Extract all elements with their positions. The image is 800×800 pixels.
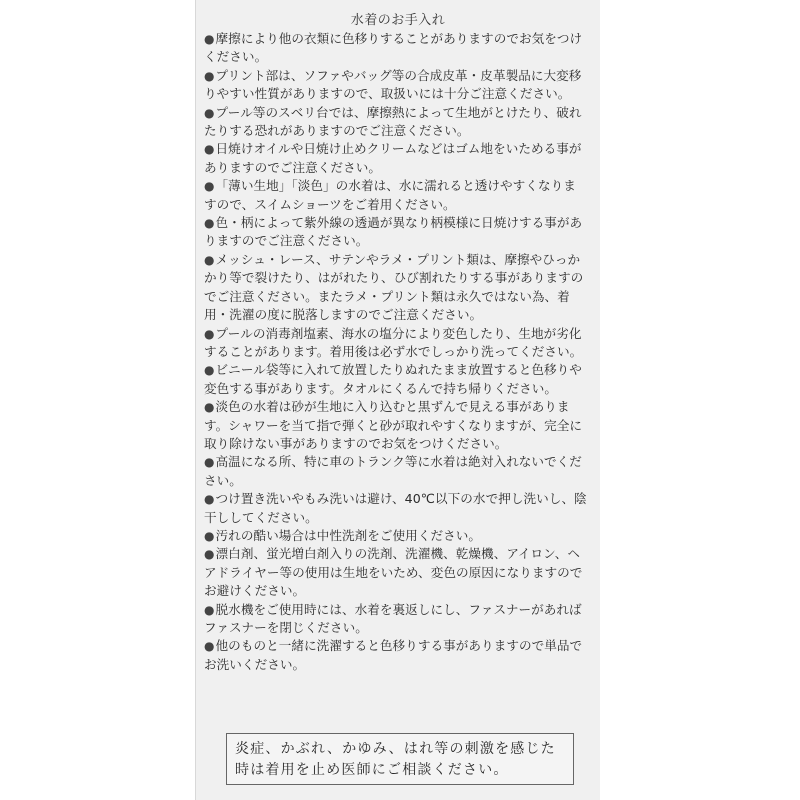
care-note-text: 汚れの酷い場合は中性洗剤をご使用ください。 (215, 527, 482, 543)
care-note (204, 177, 588, 214)
right-margin (600, 0, 800, 800)
bullet-icon: ● (204, 363, 215, 378)
care-note-text: 日焼けオイルや日焼け止めクリームなどはゴム地をいためる事がありますのでご注意ください。 (204, 141, 582, 175)
care-note (204, 361, 588, 398)
care-note-text: メッシュ・レース、サテンやラメ・プリント類は、摩擦やひっかかり等で裂けたり、はがれたり、ひび割れたりする事がありますのでご注意ください。またラメ・プリント類は永久ではない為、着用・洗濯の度に脱落しますのでご注意ください。 (204, 251, 584, 323)
care-note (204, 453, 588, 490)
bullet-icon: ● (204, 326, 215, 341)
care-note-text: ビニール袋等に入れて放置したりぬれたまま放置すると色移りや変色する事があります。タオルにくるんで持ち帰りください。 (204, 362, 582, 396)
care-note (204, 637, 588, 674)
bullet-icon: ● (204, 639, 215, 654)
care-note (204, 527, 588, 545)
care-note-text: 漂白剤、蛍光増白剤入りの洗剤、洗濯機、乾燥機、アイロン、ヘアドライヤー等の使用は生地をいため、変色の原因になりますのでお避けください。 (204, 546, 583, 599)
care-note (204, 140, 588, 177)
warning-box (226, 733, 574, 785)
care-notes-list (204, 30, 588, 674)
bullet-icon: ● (204, 400, 215, 415)
bullet-icon: ● (204, 252, 215, 267)
care-label-card (196, 0, 600, 800)
care-note-text: 「薄い生地」「淡色」の水着は、水に濡れると透けやすくなりますので、スイムショーツをご着用ください。 (204, 178, 576, 212)
left-margin (0, 0, 196, 800)
card-title: 水着のお手入れ (350, 13, 446, 28)
care-note (204, 214, 588, 251)
bullet-icon: ● (204, 492, 215, 507)
bullet-icon: ● (204, 142, 215, 157)
warning-text: 炎症、かぶれ、かゆみ、はれ等の刺激を感じた時は着用を止め医師にご相談ください。 (235, 741, 556, 778)
bullet-icon: ● (204, 105, 215, 120)
care-note-text: 高温になる所、特に車のトランク等に水着は絶対入れないでください。 (204, 454, 582, 488)
care-note (204, 601, 588, 638)
bullet-icon: ● (204, 455, 215, 470)
bullet-icon: ● (204, 547, 215, 562)
bullet-icon: ● (204, 528, 215, 543)
care-note (204, 398, 588, 453)
care-note-text: 脱水機をご使用時には、水着を裏返しにし、ファスナーがあればファスナーを閉じください。 (204, 601, 582, 635)
care-note-text: つけ置き洗いやもみ洗いは避け、40℃以下の水で押し洗いし、陰干ししてください。 (204, 491, 587, 525)
care-note (204, 490, 588, 527)
care-note (204, 545, 588, 600)
care-note-text: 摩擦により他の衣類に色移りすることがありますのでお気をつけください。 (204, 31, 583, 65)
bullet-icon: ● (204, 179, 215, 194)
care-note (204, 251, 588, 325)
care-note (204, 104, 588, 141)
care-note (204, 30, 588, 67)
care-note-text: 淡色の水着は砂が生地に入り込むと黒ずんで見える事があります。シャワーを当て指で弾くと砂が取れやすくなりますが、完全に取り除けない事がありますのでお気をつけください。 (204, 399, 583, 451)
care-note-text: プール等のスベリ台では、摩擦熱によって生地がとけたり、破れたりする恐れがありますのでご注意ください。 (204, 104, 582, 139)
care-note-text: プリント部は、ソファやバッグ等の合成皮革・皮革製品に大変移りやすい性質がありますので、取扱いには十分ご注意ください。 (204, 67, 582, 102)
bullet-icon: ● (204, 216, 215, 231)
bullet-icon: ● (204, 602, 215, 617)
care-note-text: プールの消毒剤塩素、海水の塩分により変色したり、生地が劣化することがあります。着用後は必ず水でしっかり洗ってください。 (204, 325, 583, 359)
care-note-text: 色・柄によって紫外線の透過が異なり柄模様に日焼けする事がありますのでご注意ください。 (204, 215, 583, 249)
care-note (204, 67, 588, 104)
care-note-text: 他のものと一緒に洗濯すると色移りする事がありますので単品でお洗いください。 (204, 638, 583, 672)
bullet-icon: ● (204, 32, 215, 46)
care-note (204, 325, 588, 362)
bullet-icon: ● (204, 68, 215, 83)
